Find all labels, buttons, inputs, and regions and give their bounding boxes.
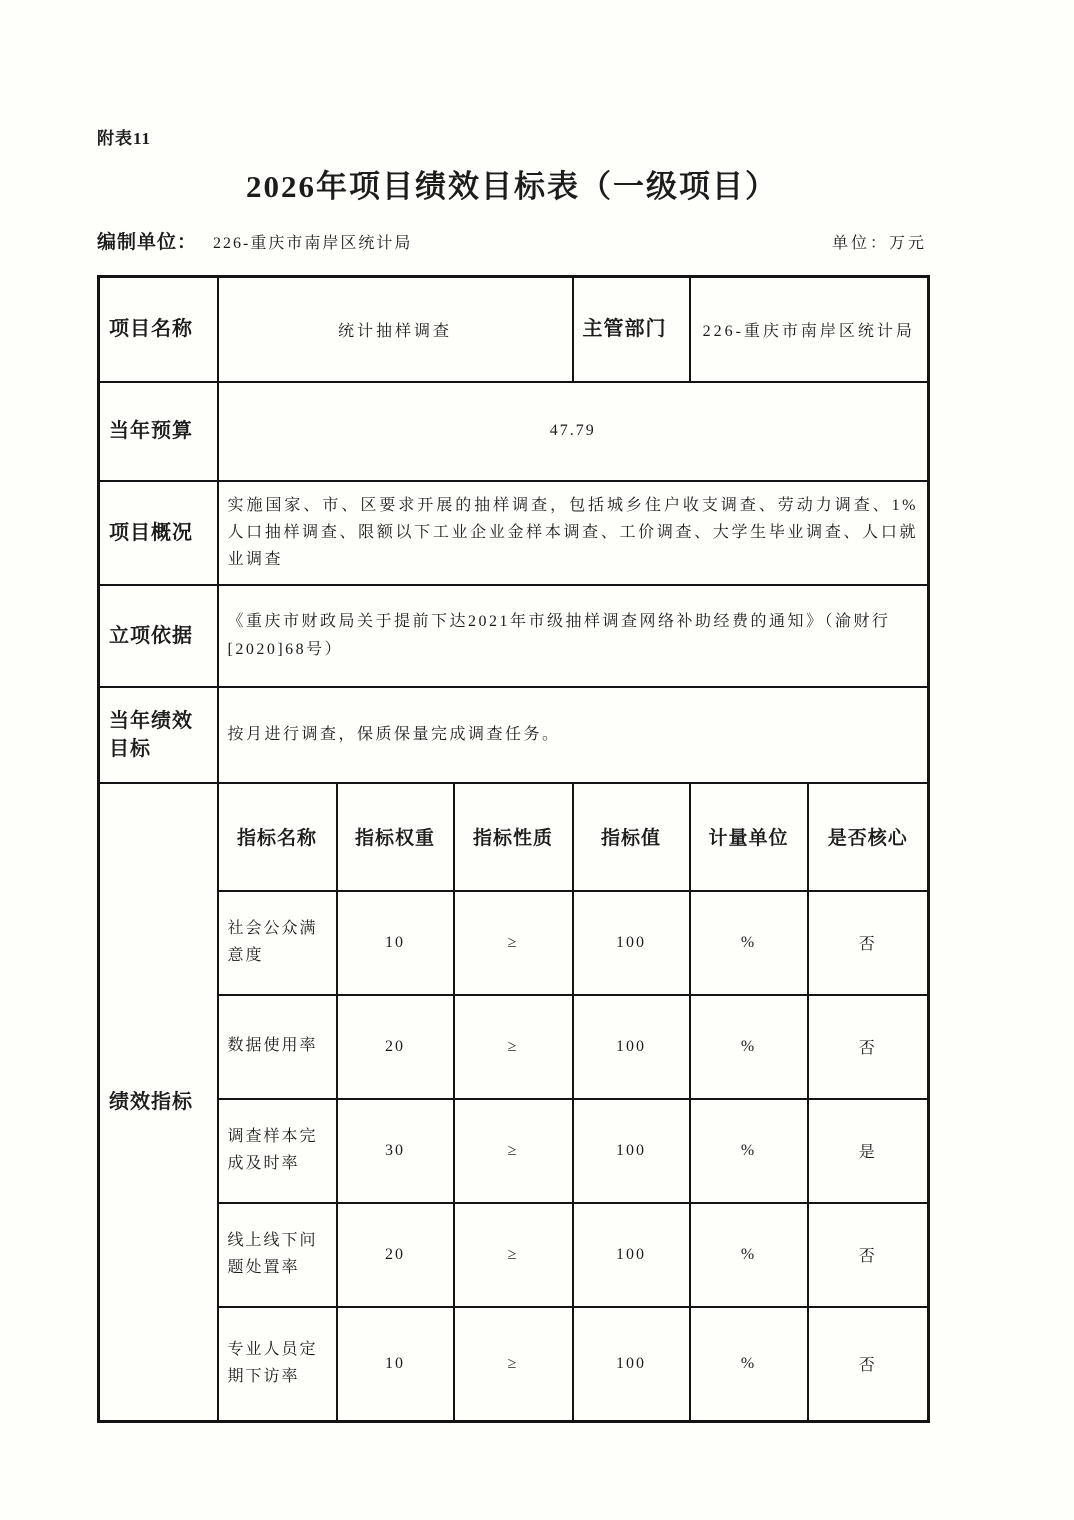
dept-value: 226-重庆市南岸区统计局 xyxy=(690,277,929,382)
indicator-nature: ≥ xyxy=(454,995,573,1099)
indicator-unit: % xyxy=(690,1099,808,1203)
col-header-indicator-name: 指标名称 xyxy=(218,783,337,891)
appendix-label: 附表11 xyxy=(97,129,152,148)
indicator-value: 100 xyxy=(573,891,690,995)
indicator-value: 100 xyxy=(573,1203,690,1307)
indicator-weight: 10 xyxy=(337,891,454,995)
indicator-row xyxy=(99,891,929,995)
indicator-core: 否 xyxy=(808,995,929,1099)
indicator-header-row xyxy=(99,783,929,891)
indicator-core: 否 xyxy=(808,1307,929,1422)
indicator-weight: 20 xyxy=(337,1203,454,1307)
indicator-nature: ≥ xyxy=(454,1099,573,1203)
basis-label: 立项依据 xyxy=(99,585,218,687)
indicator-nature: ≥ xyxy=(454,1307,573,1422)
indicator-row xyxy=(99,1099,929,1203)
indicator-name: 线上线下问题处置率 xyxy=(218,1203,337,1307)
indicator-name: 社会公众满意度 xyxy=(218,891,337,995)
document-content xyxy=(97,0,927,1423)
page-title: 2026年项目绩效目标表（一级项目） xyxy=(246,169,778,204)
indicator-name: 调查样本完成及时率 xyxy=(218,1099,337,1203)
indicator-unit: % xyxy=(690,1307,808,1422)
prepared-by-value: 226-重庆市南岸区统计局 xyxy=(213,235,413,252)
overview-label: 项目概况 xyxy=(99,481,218,585)
indicator-nature: ≥ xyxy=(454,891,573,995)
project-name-value: 统计抽样调查 xyxy=(218,277,573,382)
indicator-weight: 20 xyxy=(337,995,454,1099)
indicator-row xyxy=(99,1307,929,1422)
basis-value: 《重庆市财政局关于提前下达2021年市级抽样调查网络补助经费的通知》（渝财行[2020]68号） xyxy=(218,585,929,687)
indicator-core: 是 xyxy=(808,1099,929,1203)
row-basis xyxy=(99,585,929,687)
indicator-core: 否 xyxy=(808,1203,929,1307)
overview-value: 实施国家、市、区要求开展的抽样调查，包括城乡住户收支调查、劳动力调查、1%人口抽样调查、限额以下工业企业金样本调查、工价调查、大学生毕业调查、人口就业调查 xyxy=(218,481,929,585)
meta-row xyxy=(97,227,927,254)
indicator-unit: % xyxy=(690,1203,808,1307)
indicator-name: 专业人员定期下访率 xyxy=(218,1307,337,1422)
prepared-by xyxy=(97,227,412,254)
performance-target-table xyxy=(97,275,930,1423)
indicator-core: 否 xyxy=(808,891,929,995)
indicator-weight: 30 xyxy=(337,1099,454,1203)
indicator-weight: 10 xyxy=(337,1307,454,1422)
indicator-value: 100 xyxy=(573,1307,690,1422)
indicator-value: 100 xyxy=(573,995,690,1099)
indicators-section-label: 绩效指标 xyxy=(99,783,218,1422)
currency-unit-label: 单位：万元 xyxy=(831,235,927,252)
row-project-name xyxy=(99,277,929,382)
indicator-unit: % xyxy=(690,891,808,995)
indicator-row xyxy=(99,995,929,1099)
budget-value: 47.79 xyxy=(218,382,929,481)
prepared-by-label: 编制单位： xyxy=(97,232,198,253)
annual-target-value: 按月进行调查，保质保量完成调查任务。 xyxy=(218,687,929,783)
col-header-measure-unit: 计量单位 xyxy=(690,783,808,891)
indicator-name: 数据使用率 xyxy=(218,995,337,1099)
indicator-unit: % xyxy=(690,995,808,1099)
budget-label: 当年预算 xyxy=(99,382,218,481)
col-header-indicator-weight: 指标权重 xyxy=(337,783,454,891)
row-budget xyxy=(99,382,929,481)
col-header-is-core: 是否核心 xyxy=(808,783,929,891)
row-overview xyxy=(99,481,929,585)
annual-target-label: 当年绩效目标 xyxy=(99,687,218,783)
indicator-value: 100 xyxy=(573,1099,690,1203)
col-header-indicator-value: 指标值 xyxy=(573,783,690,891)
row-annual-target xyxy=(99,687,929,783)
col-header-indicator-nature: 指标性质 xyxy=(454,783,573,891)
dept-label: 主管部门 xyxy=(573,277,690,382)
indicator-row xyxy=(99,1203,929,1307)
indicator-nature: ≥ xyxy=(454,1203,573,1307)
project-name-label: 项目名称 xyxy=(99,277,218,382)
